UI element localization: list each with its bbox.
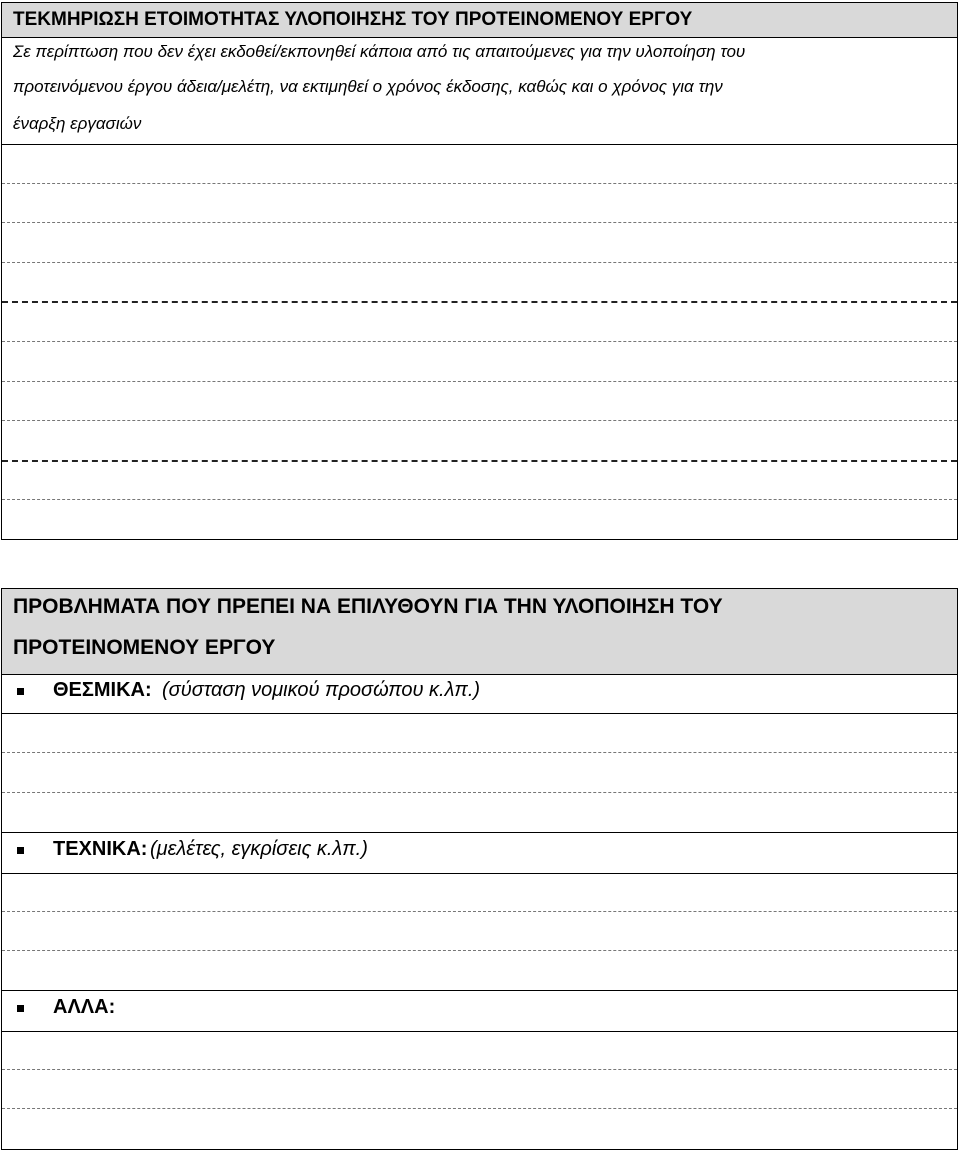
- problems-title-line2: ΠΡΟΤΕΙΝΟΜΕΝΟΥ ΕΡΓΟΥ: [13, 636, 276, 659]
- answer-line: [2, 792, 957, 793]
- readiness-answer-area[interactable]: [2, 144, 957, 539]
- bullet-icon: [17, 1005, 24, 1012]
- problems-title-line1: ΠΡΟΒΛΗΜΑΤΑ ΠΟΥ ΠΡΕΠΕΙ ΝΑ ΕΠΙΛΥΘΟΥΝ ΓΙΑ ΤΗΝ ΥΛΟΠΟΙΗΣΗ ΤΟΥ: [13, 595, 723, 618]
- answer-line: [2, 222, 957, 223]
- technical-answer-area[interactable]: [2, 873, 957, 991]
- other-item: [2, 990, 957, 1032]
- institutional-answer-area[interactable]: [2, 713, 957, 833]
- answer-line: [2, 911, 957, 912]
- answer-line: [2, 1069, 957, 1070]
- readiness-section: [1, 2, 958, 540]
- answer-line: [2, 262, 957, 263]
- answer-line: [2, 499, 957, 500]
- answer-line: [2, 381, 957, 382]
- institutional-hint: (σύσταση νομικού προσώπου κ.λπ.): [162, 679, 481, 701]
- answer-line: [2, 752, 957, 753]
- problems-section: [1, 588, 958, 1150]
- answer-line: [2, 420, 957, 421]
- readiness-instructions: [2, 37, 957, 145]
- problems-header: [2, 589, 957, 675]
- bullet-icon: [17, 847, 24, 854]
- other-answer-area[interactable]: [2, 1031, 957, 1149]
- answer-line: [2, 950, 957, 951]
- instruction-line: Σε περίπτωση που δεν έχει εκδοθεί/εκπονηθεί κάποια από τις απαιτούμενες για την υλοποίηση του: [13, 42, 746, 61]
- answer-line: [2, 1108, 957, 1109]
- technical-hint: (μελέτες, εγκρίσεις κ.λπ.): [150, 838, 368, 860]
- answer-line: [2, 341, 957, 342]
- instruction-line: έναρξη εργασιών: [13, 114, 142, 133]
- technical-item: [2, 832, 957, 874]
- institutional-label: ΘΕΣΜΙΚΑ:: [53, 679, 152, 701]
- answer-line: [2, 183, 957, 184]
- instruction-line: προτεινόμενου έργου άδεια/μελέτη, να εκτιμηθεί ο χρόνος έκδοσης, καθώς και ο χρόνος για την: [13, 77, 723, 96]
- answer-line: [2, 460, 957, 462]
- technical-label: ΤΕΧΝΙΚΑ:: [53, 838, 148, 860]
- institutional-item: [2, 674, 957, 714]
- readiness-header: [2, 3, 957, 38]
- answer-line: [2, 301, 957, 303]
- other-label: ΑΛΛΑ:: [53, 996, 116, 1018]
- bullet-icon: [17, 688, 24, 695]
- readiness-title: ΤΕΚΜΗΡΙΩΣΗ ΕΤΟΙΜΟΤΗΤΑΣ ΥΛΟΠΟΙΗΣΗΣ ΤΟΥ ΠΡΟΤΕΙΝΟΜΕΝΟΥ ΕΡΓΟΥ: [13, 9, 693, 30]
